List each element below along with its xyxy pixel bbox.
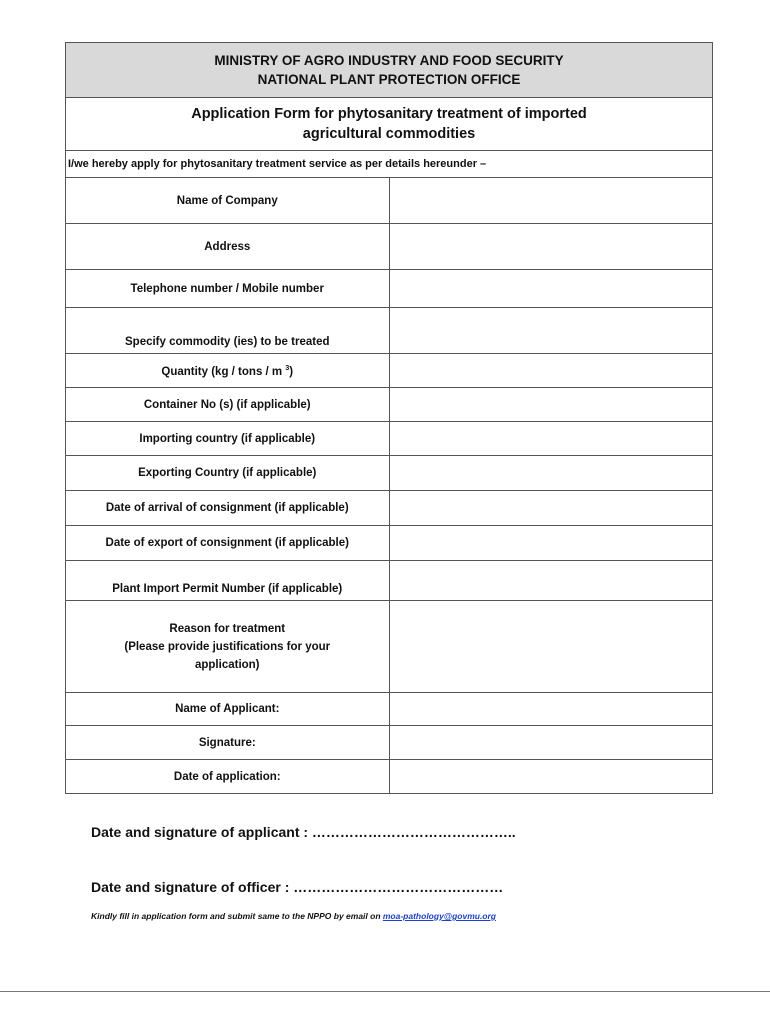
commodity-label: Specify commodity (ies) to be treated xyxy=(66,308,390,354)
form-title-line1: Application Form for phytosanitary treatment of imported xyxy=(191,106,587,122)
page-divider xyxy=(0,991,770,992)
permit-field[interactable] xyxy=(389,561,713,601)
form-row-arrival-date xyxy=(66,491,713,526)
exporting-country-label: Exporting Country (if applicable) xyxy=(66,456,390,491)
intro-statement: I/we hereby apply for phytosanitary treatment service as per details hereunder – xyxy=(66,151,713,178)
email-link[interactable]: moa-pathology@govmu.org xyxy=(382,911,496,921)
submission-note xyxy=(91,911,496,921)
form-row-reason xyxy=(66,601,713,693)
reason-label-line2: (Please provide justifications for your xyxy=(124,640,331,653)
container-label: Container No (s) (if applicable) xyxy=(66,388,390,422)
ministry-header xyxy=(66,43,713,98)
quantity-label xyxy=(66,354,390,388)
reason-label-line3: application) xyxy=(194,658,260,671)
reason-label xyxy=(66,601,390,693)
ministry-name: MINISTRY OF AGRO INDUSTRY AND FOOD SECURITY xyxy=(214,53,564,68)
form-row-signature xyxy=(66,726,713,760)
applicant-signature-line: Date and signature of applicant : …………………………………….. xyxy=(91,824,516,840)
form-row-telephone xyxy=(66,270,713,308)
form-title-line2: agricultural commodities xyxy=(302,126,476,142)
signature-field[interactable] xyxy=(389,726,713,760)
container-field[interactable] xyxy=(389,388,713,422)
quantity-field[interactable] xyxy=(389,354,713,388)
form-row-company xyxy=(66,178,713,224)
application-form-table xyxy=(65,42,713,794)
telephone-label: Telephone number / Mobile number xyxy=(66,270,390,308)
signature-label: Signature: xyxy=(66,726,390,760)
form-row-address xyxy=(66,224,713,270)
exporting-country-field[interactable] xyxy=(389,456,713,491)
export-date-label: Date of export of consignment (if applicable) xyxy=(66,526,390,561)
form-title xyxy=(66,98,713,151)
permit-label: Plant Import Permit Number (if applicable) xyxy=(66,561,390,601)
application-date-label: Date of application: xyxy=(66,760,390,794)
arrival-date-field[interactable] xyxy=(389,491,713,526)
applicant-name-field[interactable] xyxy=(389,693,713,726)
quantity-superscript: 3 xyxy=(285,365,290,373)
reason-field[interactable] xyxy=(389,601,713,693)
form-row-commodity xyxy=(66,308,713,354)
applicant-name-label: Name of Applicant: xyxy=(66,693,390,726)
arrival-date-label: Date of arrival of consignment (if applicable) xyxy=(66,491,390,526)
quantity-label-close: ) xyxy=(289,365,294,378)
submission-note-text: Kindly fill in application form and submit same to the NPPO by email on xyxy=(91,911,383,921)
office-name: NATIONAL PLANT PROTECTION OFFICE xyxy=(257,72,521,87)
reason-label-line1: Reason for treatment xyxy=(169,622,286,635)
form-row-container xyxy=(66,388,713,422)
form-row-importing-country xyxy=(66,422,713,456)
address-label: Address xyxy=(66,224,390,270)
company-label: Name of Company xyxy=(66,178,390,224)
form-row-export-date xyxy=(66,526,713,561)
commodity-field[interactable] xyxy=(389,308,713,354)
form-row-permit xyxy=(66,561,713,601)
importing-country-label: Importing country (if applicable) xyxy=(66,422,390,456)
telephone-field[interactable] xyxy=(389,270,713,308)
form-row-applicant-name xyxy=(66,693,713,726)
address-field[interactable] xyxy=(389,224,713,270)
export-date-field[interactable] xyxy=(389,526,713,561)
form-row-quantity xyxy=(66,354,713,388)
officer-signature-line: Date and signature of officer : ……………………………………… xyxy=(91,879,504,895)
company-field[interactable] xyxy=(389,178,713,224)
form-row-exporting-country xyxy=(66,456,713,491)
quantity-label-text: Quantity (kg / tons / m xyxy=(161,365,286,378)
importing-country-field[interactable] xyxy=(389,422,713,456)
form-row-application-date xyxy=(66,760,713,794)
application-date-field[interactable] xyxy=(389,760,713,794)
